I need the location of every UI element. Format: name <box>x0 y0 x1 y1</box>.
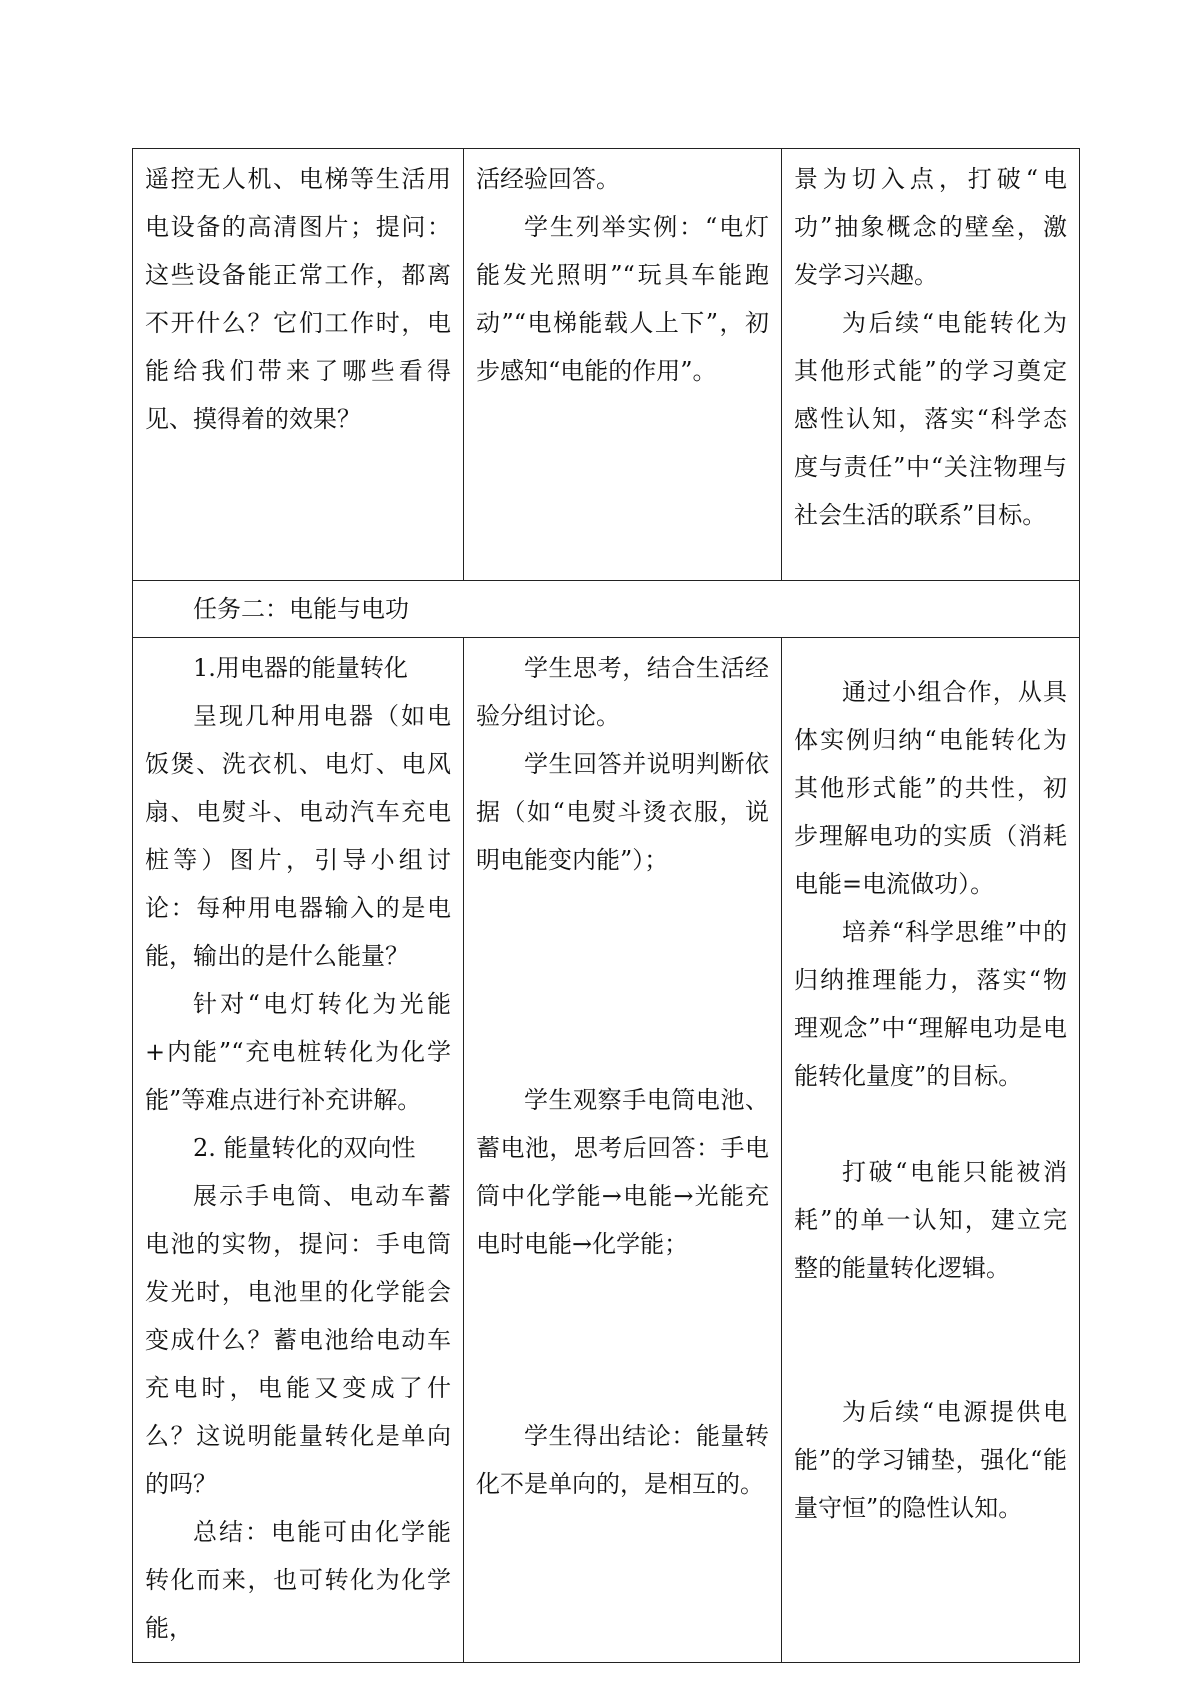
lesson-plan-table <box>132 148 1080 1663</box>
student-text: 学生回答并说明判断依据（如“电熨斗烫衣服，说明电能变内能”）； <box>476 750 769 874</box>
spacer <box>476 1028 769 1076</box>
teacher-activity-cell <box>133 638 464 1663</box>
spacer <box>476 1268 769 1412</box>
student-activity-cell <box>464 638 782 1663</box>
spacer <box>794 1100 1067 1148</box>
intent-text: 为后续“电源提供电能”的学习铺垫，强化“能量守恒”的隐性认知。 <box>794 1398 1067 1522</box>
intent-text: 通过小组合作，从具体实例归纳“电能转化为其他形式能”的共性，初步理解电功的实质（消耗电能=电流做功）。 <box>794 678 1067 898</box>
spacer <box>476 884 769 1028</box>
table-row <box>133 149 1080 581</box>
student-text: 学生思考，结合生活经验分组讨论。 <box>476 654 769 730</box>
teacher-text: 展示手电筒、电动车蓄电池的实物，提问：手电筒发光时，电池里的化学能会变成什么？蓄电池给电动车充电时，电能又变成了什么？这说明能量转化是单向的吗？ <box>145 1182 451 1498</box>
teacher-text: 遥控无人机、电梯等生活用电设备的高清图片；提问：这些设备能正常工作，都离不开什么？它们工作时，电能给我们带来了哪些看得见、摸得着的效果？ <box>145 165 451 433</box>
teacher-activity-cell <box>133 149 464 581</box>
teacher-text: 针对“电灯转化为光能+内能”“充电桩转化为化学能”等难点进行补充讲解。 <box>145 990 451 1114</box>
student-text: 学生得出结论：能量转化不是单向的，是相互的。 <box>476 1422 769 1498</box>
student-text: 学生观察手电筒电池、蓄电池，思考后回答：手电筒中化学能→电能→光能充电时电能→化学能； <box>476 1086 769 1258</box>
intent-text: 为后续“电能转化为其他形式能”的学习奠定感性认知，落实“科学态度与责任”中“关注物理与社会生活的联系”目标。 <box>794 309 1067 529</box>
teacher-text: 总结：电能可由化学能转化而来，也可转化为化学能， <box>145 1518 451 1642</box>
student-text: 学生列举实例：“电灯能发光照明”“玩具车能跑动”“电梯能载人上下”，初步感知“电能的作用”。 <box>476 213 769 385</box>
design-intent-cell <box>782 149 1080 581</box>
subheading: 2. 能量转化的双向性 <box>193 1134 416 1162</box>
intent-text: 景为切入点，打破“电功”抽象概念的壁垒，激发学习兴趣。 <box>794 165 1067 289</box>
intent-text: 打破“电能只能被消耗”的单一认知，建立完整的能量转化逻辑。 <box>794 1158 1067 1282</box>
section-row <box>133 581 1080 638</box>
spacer <box>794 1292 1067 1388</box>
teacher-text: 呈现几种用电器（如电饭煲、洗衣机、电灯、电风扇、电熨斗、电动汽车充电桩等）图片，引导小组讨论：每种用电器输入的是电能，输出的是什么能量？ <box>145 702 451 970</box>
section-title: 任务二：电能与电功 <box>133 581 1080 638</box>
student-text: 活经验回答。 <box>476 165 620 193</box>
subheading: 1.用电器的能量转化 <box>193 654 408 682</box>
intent-text: 培养“科学思维”中的归纳推理能力，落实“物理观念”中“理解电功是电能转化量度”的目标。 <box>794 918 1067 1090</box>
table-row <box>133 638 1080 1663</box>
spacer <box>794 644 1067 668</box>
student-activity-cell <box>464 149 782 581</box>
design-intent-cell <box>782 638 1080 1663</box>
